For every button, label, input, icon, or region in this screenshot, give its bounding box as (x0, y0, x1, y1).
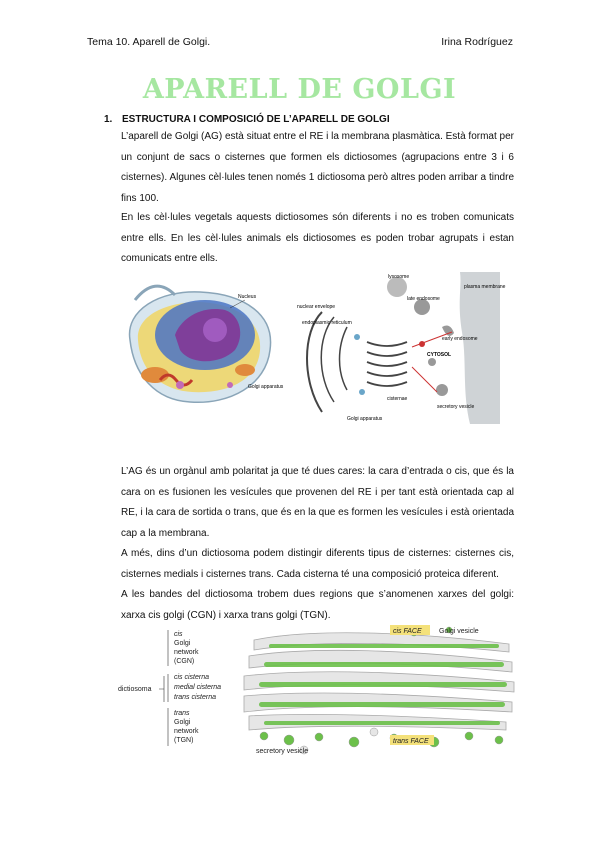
header-right: Irina Rodríguez (441, 36, 513, 48)
cgn-line-1: Golgi (174, 640, 191, 647)
cisternae-label: cisternae (387, 396, 408, 402)
trans-face-label: trans FACE (393, 738, 429, 745)
dictiosoma-label: dictiosoma (118, 686, 152, 693)
golgi-label: Golgi apparatus (248, 384, 284, 390)
cgn-line-3: (CGN) (174, 658, 195, 665)
paragraph: A les bandes del dictiosoma trobem dues regions que s’anomenen xarxes del golgi: xarxa cis golgi (CGN) i xarxa trans golgi (TGN). (121, 589, 514, 621)
cgn-line-2: network (174, 649, 199, 656)
section-number: 1. (104, 114, 113, 125)
trans-label: trans (174, 710, 190, 717)
nucleus-label: Nucleus (238, 294, 257, 300)
membrane-traffic-diagram (292, 272, 506, 424)
tgn-line-3: (TGN) (174, 737, 194, 744)
golgi-vesicle-label: Golgi vesicle (439, 628, 479, 635)
cytosol-label: CYTOSOL (427, 352, 452, 358)
nuclear-envelope-label: nuclear envelope (297, 304, 336, 310)
cis-label: cis (174, 631, 183, 638)
paragraph: L’aparell de Golgi (AG) està situat entre el RE i la membrana plasmàtica. Està format per un conjunt de sacs o cisternes que formen els dictiosomes (agrupacions entre 3 i 6 cisternes). Algunes cèl·lules tenen només 1 dictiosoma però altres poden arribar a tindre fins 100. (121, 131, 514, 204)
golgi-apparatus-label: Golgi apparatus (347, 416, 383, 422)
tgn-line-2: network (174, 728, 199, 735)
golgi-stack-diagram (114, 622, 520, 756)
secretory-vesicle-label: secretory vesicle (437, 404, 475, 410)
early-endosome-label: early endosome (442, 336, 478, 342)
secretory-vesicle-label: secretory vesicle (256, 748, 309, 755)
section-heading-text: ESTRUCTURA I COMPOSICIÓ DE L’APARELL DE GOLGI (122, 114, 390, 125)
trans-cisterna-label: trans cisterna (174, 694, 217, 701)
paragraph: A més, dins d’un dictiosoma podem distingir diferents tipus de cisternes: cisternes cis, cisternes medials i cisternes trans. Cada cisterna té una composició proteica diferent. (121, 548, 514, 580)
plasma-membrane-label: plasma membrane (464, 284, 506, 290)
paragraph: En les cèl·lules vegetals aquests dictiosomes són diferents i no es troben comunicats entre ells. En les cèl·lules animals els dictiosomes es poden trobar agrupats i estan comunicats entre ells. (121, 212, 514, 264)
cis-cisterna-label: cis cisterna (174, 674, 210, 681)
cell-illustration (120, 280, 284, 410)
medial-cisterna-label: medial cisterna (174, 684, 222, 691)
tgn-line-1: Golgi (174, 719, 191, 726)
er-label: endoplasmic reticulum (302, 320, 352, 326)
paragraph: L’AG és un orgànul amb polaritat ja que té dues cares: la cara d’entrada o cis, que és la cara on es fusionen les vesícules que provenen del RE i per tant està orientada cap al RE, i la cara de sortida o trans, que és en la que es formen les vesícules i està orientada cap a la membrana. (121, 466, 514, 539)
page-title: APARELL DE GOLGI (142, 74, 457, 105)
late-endosome-label: late endosome (407, 296, 440, 302)
lysosome-label: lysosome (388, 274, 410, 280)
cis-face-label: cis FACE (393, 628, 422, 635)
section-heading (104, 114, 390, 125)
header-left: Tema 10. Aparell de Golgi. (87, 36, 211, 48)
